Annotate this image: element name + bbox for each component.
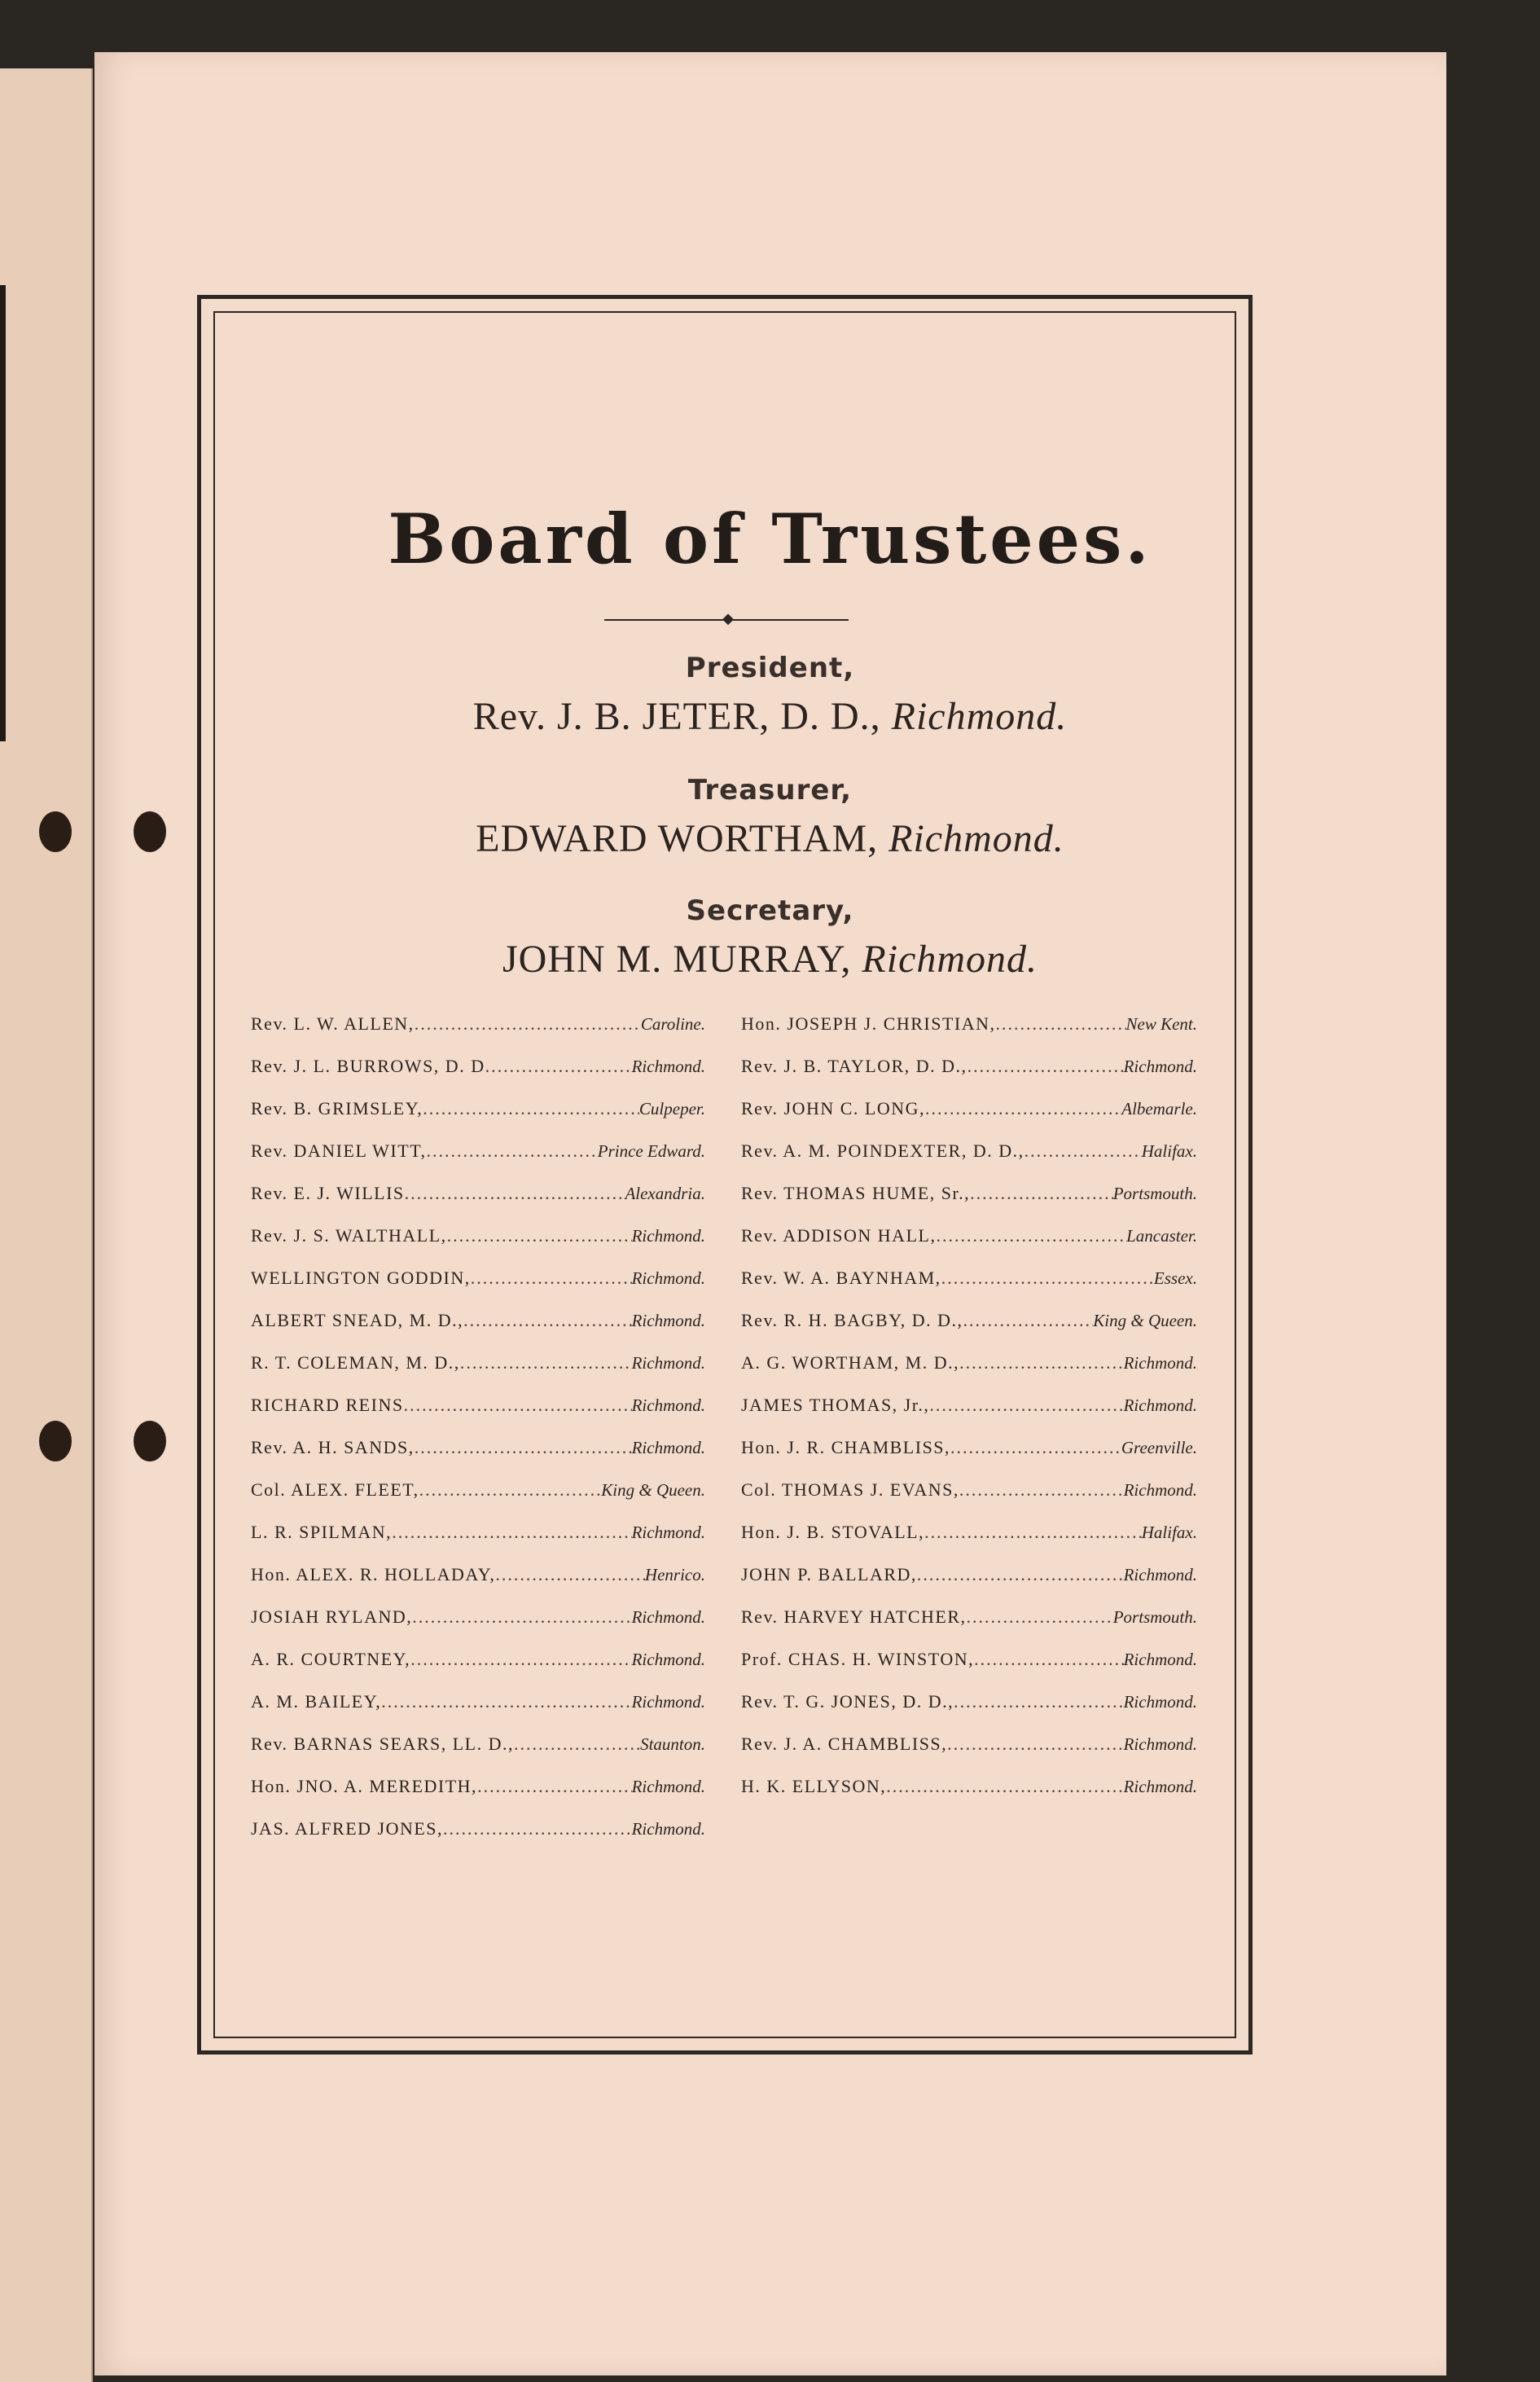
trustee-place: Caroline. [640,1014,705,1034]
trustee-place: Richmond. [1123,1057,1197,1076]
trustee-entry [251,1183,705,1225]
trustee-entry [741,1268,1197,1310]
trustee-place: Richmond. [1123,1734,1197,1754]
treasurer-place: Richmond. [888,817,1064,860]
president-name [0,694,1540,739]
leader-dots [967,1606,1113,1628]
trustee-entry [741,1352,1197,1395]
leader-dots [947,1734,1123,1755]
president-label: President, [685,652,855,684]
trustee-name: A. G. WORTHAM, M. D., [741,1352,960,1373]
trustee-name: Rev. R. H. BAGBY, D. D., [741,1310,963,1330]
trustee-place: Richmond. [631,1523,705,1542]
trustee-entry [251,1691,705,1734]
president-name-text: Rev. J. B. JETER, D. D., [472,695,892,738]
trustee-name: A. R. COURTNEY, [251,1649,411,1669]
trustee-name: Hon. J. B. STOVALL, [741,1522,925,1542]
trustee-name: Col. THOMAS J. EVANS, [741,1479,959,1500]
trustee-place: Richmond. [1123,1692,1197,1712]
trustee-entry [251,1437,705,1479]
trustee-entry [251,1098,705,1140]
trustee-entry [251,1522,705,1564]
trustee-entry [251,1734,705,1776]
left-page-edge [0,68,93,2382]
leader-dots [471,1268,632,1289]
trustee-entry [741,1776,1197,1818]
trustee-name: Rev. HARVEY HATCHER, [741,1606,967,1627]
trustee-place: King & Queen. [601,1480,705,1500]
trustee-place: Richmond. [1123,1395,1197,1415]
trustee-name: Rev. BARNAS SEARS, LL. D., [251,1734,514,1754]
trustee-entry [741,1310,1197,1352]
leader-dots [963,1310,1094,1331]
trustee-name: JOSIAH RYLAND, [251,1606,413,1627]
trustee-entry [741,1056,1197,1098]
leader-dots [495,1564,645,1585]
leader-dots [419,1479,602,1501]
leader-dots [412,1606,631,1628]
trustee-name: H. K. ELLYSON, [741,1776,887,1796]
trustee-name: JAS. ALFRED JONES, [251,1818,444,1839]
trustee-entry [251,1649,705,1691]
trustee-entry [251,1776,705,1818]
rule-ornament: ◆ [722,610,734,626]
leader-dots [423,1098,639,1119]
trustee-place: Halifax. [1141,1523,1197,1542]
trustee-name: Hon. JNO. A. MEREDITH, [251,1776,478,1796]
secretary-name-text: JOHN M. MURRAY, [502,938,862,981]
trustee-name: RICHARD REINS [251,1395,404,1415]
trustee-place: Richmond. [631,1607,705,1627]
secretary-label: Secretary, [686,894,854,927]
trustee-place: Albemarle. [1121,1099,1197,1118]
trustee-name: Prof. CHAS. H. WINSTON, [741,1649,975,1669]
trustee-name: Rev. B. GRIMSLEY, [251,1098,423,1118]
leader-dots [974,1649,1124,1670]
trustee-name: Rev. L. W. ALLEN, [251,1013,415,1034]
trustee-name: Col. ALEX. FLEET, [251,1479,419,1500]
leader-dots [443,1818,632,1839]
leader-dots [463,1310,631,1331]
trustee-place: Portsmouth. [1112,1184,1197,1203]
trustee-entry [741,1522,1197,1564]
trustee-place: Richmond. [631,1311,705,1330]
trustee-entry [251,1013,705,1056]
trustee-name: Rev. A. M. POINDEXTER, D. D., [741,1140,1024,1161]
trustee-entry [251,1395,705,1437]
trustee-entry [251,1818,705,1861]
leader-dots [936,1225,1126,1246]
trustee-place: Richmond. [631,1057,705,1076]
leader-dots [477,1776,632,1797]
trustee-entry [741,1183,1197,1225]
trustee-entry [741,1437,1197,1479]
trustee-name: Hon. JOSEPH J. CHRISTIAN, [741,1013,996,1034]
trustee-place: Halifax. [1141,1141,1197,1161]
trustee-entry [251,1225,705,1268]
trustee-place: Richmond. [631,1353,705,1373]
trustee-place: Essex. [1153,1268,1197,1288]
trustee-entry [741,1013,1197,1056]
trustee-place: Richmond. [1123,1777,1197,1796]
leader-dots [392,1522,631,1543]
trustee-place: Portsmouth. [1112,1607,1197,1627]
trustee-name: R. T. COLEMAN, M. D., [251,1352,460,1373]
page-title: Board of Trustees. [388,499,1152,579]
trustee-place: Richmond. [1123,1480,1197,1500]
trustee-place: Alexandria. [625,1184,705,1203]
president-place: Richmond. [891,695,1068,738]
trustee-entry [251,1056,705,1098]
punch-hole-right-2 [134,1421,166,1461]
trustee-entry [741,1479,1197,1522]
leader-dots [917,1564,1124,1585]
trustee-place: Culpeper. [638,1099,705,1118]
secretary-place: Richmond. [862,938,1038,981]
trustee-name: Rev. A. H. SANDS, [251,1437,415,1457]
trustee-entry [741,1140,1197,1183]
trustee-name: Rev. W. A. BAYNHAM, [741,1268,941,1288]
leader-dots [460,1352,632,1373]
trustee-entry [251,1268,705,1310]
trustee-entry [251,1352,705,1395]
trustee-name: Rev. J. A. CHAMBLISS, [741,1734,948,1754]
trustee-entry [741,1734,1197,1776]
trustees-column-right [741,1013,1197,1818]
trustee-name: Rev. THOMAS HUME, Sr., [741,1183,971,1203]
trustee-name: ALBERT SNEAD, M. D., [251,1310,464,1330]
leader-dots [970,1183,1113,1204]
leader-dots [967,1056,1124,1077]
treasurer-name [0,816,1540,861]
trustee-place: Richmond. [631,1692,705,1712]
trustee-entry [251,1310,705,1352]
trustee-place: Lancaster. [1126,1226,1197,1246]
trustee-name: Rev. E. J. WILLIS [251,1183,405,1203]
leader-dots [996,1013,1126,1035]
leader-dots [514,1734,640,1755]
trustee-name: JAMES THOMAS, Jr., [741,1395,930,1415]
trustee-place: Richmond. [1123,1565,1197,1584]
leader-dots [954,1691,1124,1712]
trustees-column-left [251,1013,705,1861]
trustee-place: New Kent. [1125,1014,1197,1034]
leader-dots [447,1225,632,1246]
trustee-place: Henrico. [644,1565,705,1584]
trustee-place: Staunton. [640,1734,705,1754]
leader-dots [405,1183,625,1204]
leader-dots [941,1268,1154,1289]
leader-dots [415,1437,632,1458]
trustee-entry [741,1606,1197,1649]
trustee-name: Rev. T. G. JONES, D. D., [741,1691,954,1712]
trustee-place: Richmond. [631,1438,705,1457]
trustee-name: WELLINGTON GODDIN, [251,1268,471,1288]
trustee-place: Richmond. [631,1650,705,1669]
trustee-entry [741,1564,1197,1606]
trustee-place: Richmond. [631,1395,705,1415]
trustee-entry [741,1098,1197,1140]
leader-dots [886,1776,1123,1797]
trustee-place: Richmond. [1123,1353,1197,1373]
punch-hole-left-2 [39,1421,72,1461]
leader-dots [485,1056,632,1077]
leader-dots [959,1352,1123,1373]
trustee-name: Rev. JOHN C. LONG, [741,1098,926,1118]
trustee-place: Greenville. [1121,1438,1197,1457]
leader-dots [415,1013,641,1035]
leader-dots [410,1649,631,1670]
trustee-entry [251,1479,705,1522]
leader-dots [381,1691,631,1712]
leader-dots [1024,1140,1142,1162]
trustee-name: L. R. SPILMAN, [251,1522,393,1542]
trustee-name: Hon. ALEX. R. HOLLADAY, [251,1564,496,1584]
trustee-place: Richmond. [631,1777,705,1796]
leader-dots [929,1395,1123,1416]
leader-dots [427,1140,598,1162]
trustee-name: Rev. J. S. WALTHALL, [251,1225,447,1246]
trustee-entry [251,1606,705,1649]
trustee-name: Rev. J. L. BURROWS, D. D [251,1056,485,1076]
trustee-place: Richmond. [631,1226,705,1246]
trustee-entry [741,1395,1197,1437]
trustee-name: A. M. BAILEY, [251,1691,382,1712]
leader-dots [925,1098,1121,1119]
trustee-place: Richmond. [1123,1650,1197,1669]
trustee-entry [251,1564,705,1606]
secretary-name [0,937,1540,982]
leader-dots [959,1479,1124,1501]
trustee-entry [251,1140,705,1183]
trustee-name: Rev. J. B. TAYLOR, D. D., [741,1056,967,1076]
trustee-place: King & Queen. [1093,1311,1197,1330]
trustee-place: Prince Edward. [597,1141,705,1161]
trustee-name: Rev. ADDISON HALL, [741,1225,937,1246]
leader-dots [924,1522,1142,1543]
leader-dots [404,1395,632,1416]
trustee-place: Richmond. [631,1268,705,1288]
trustee-name: JOHN P. BALLARD, [741,1564,917,1584]
trustee-entry [741,1649,1197,1691]
treasurer-name-text: EDWARD WORTHAM, [476,817,889,860]
trustee-entry [741,1691,1197,1734]
trustee-place: Richmond. [631,1819,705,1839]
treasurer-label: Treasurer, [687,774,853,806]
trustee-name: Rev. DANIEL WITT, [251,1140,427,1161]
leader-dots [950,1437,1121,1458]
trustee-name: Hon. J. R. CHAMBLISS, [741,1437,951,1457]
trustee-entry [741,1225,1197,1268]
